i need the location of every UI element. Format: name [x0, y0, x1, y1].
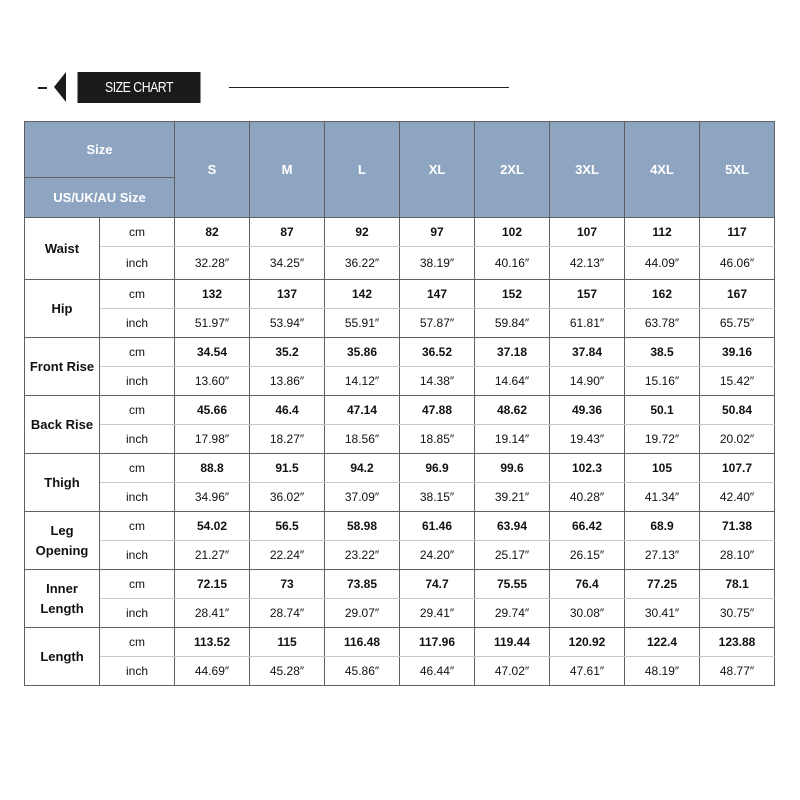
value-cm: 75.55	[475, 570, 550, 599]
value-cm: 97	[400, 218, 475, 247]
measure-row-inch	[25, 541, 775, 570]
unit-inch: inch	[100, 599, 175, 628]
size-chart-title: SIZE CHART	[78, 72, 201, 103]
measure-row-inch	[25, 367, 775, 396]
measure-row-cm	[25, 218, 775, 247]
value-cm: 107.7	[700, 454, 775, 483]
unit-cm: cm	[100, 454, 175, 483]
value-cm: 102.3	[550, 454, 625, 483]
value-inch: 18.56″	[325, 425, 400, 454]
value-cm: 47.88	[400, 396, 475, 425]
value-inch: 28.41″	[175, 599, 250, 628]
size-header: 2XL	[475, 122, 550, 218]
unit-inch: inch	[100, 483, 175, 512]
measure-row-inch	[25, 483, 775, 512]
header-left-dash	[38, 87, 47, 89]
value-inch: 29.41″	[400, 599, 475, 628]
size-label: Size	[25, 122, 175, 178]
unit-inch: inch	[100, 541, 175, 570]
value-cm: 157	[550, 280, 625, 309]
size-header: XL	[400, 122, 475, 218]
value-cm: 82	[175, 218, 250, 247]
value-cm: 112	[625, 218, 700, 247]
value-inch: 13.86″	[250, 367, 325, 396]
unit-cm: cm	[100, 280, 175, 309]
unit-cm: cm	[100, 628, 175, 657]
value-cm: 61.46	[400, 512, 475, 541]
value-cm: 94.2	[325, 454, 400, 483]
value-inch: 15.42″	[700, 367, 775, 396]
value-inch: 45.28″	[250, 657, 325, 686]
unit-inch: inch	[100, 657, 175, 686]
value-cm: 99.6	[475, 454, 550, 483]
value-cm: 162	[625, 280, 700, 309]
unit-inch: inch	[100, 367, 175, 396]
value-cm: 50.84	[700, 396, 775, 425]
value-inch: 44.69″	[175, 657, 250, 686]
measure-label: Thigh	[25, 454, 100, 512]
value-inch: 57.87″	[400, 309, 475, 338]
unit-cm: cm	[100, 512, 175, 541]
value-cm: 123.88	[700, 628, 775, 657]
value-inch: 14.38″	[400, 367, 475, 396]
value-cm: 37.84	[550, 338, 625, 367]
value-inch: 61.81″	[550, 309, 625, 338]
measure-row-cm	[25, 512, 775, 541]
value-inch: 38.15″	[400, 483, 475, 512]
value-cm: 152	[475, 280, 550, 309]
value-inch: 36.22″	[325, 247, 400, 280]
value-inch: 48.77″	[700, 657, 775, 686]
value-inch: 47.02″	[475, 657, 550, 686]
value-cm: 115	[250, 628, 325, 657]
value-cm: 107	[550, 218, 625, 247]
value-inch: 34.96″	[175, 483, 250, 512]
value-inch: 27.13″	[625, 541, 700, 570]
value-cm: 92	[325, 218, 400, 247]
value-cm: 73.85	[325, 570, 400, 599]
value-inch: 41.34″	[625, 483, 700, 512]
value-cm: 71.38	[700, 512, 775, 541]
measure-row-inch	[25, 657, 775, 686]
value-inch: 53.94″	[250, 309, 325, 338]
value-inch: 38.19″	[400, 247, 475, 280]
measure-label: Front Rise	[25, 338, 100, 396]
value-inch: 63.78″	[625, 309, 700, 338]
value-inch: 13.60″	[175, 367, 250, 396]
value-cm: 47.14	[325, 396, 400, 425]
unit-inch: inch	[100, 309, 175, 338]
size-header: S	[175, 122, 250, 218]
value-cm: 102	[475, 218, 550, 247]
value-cm: 66.42	[550, 512, 625, 541]
value-inch: 14.64″	[475, 367, 550, 396]
value-inch: 32.28″	[175, 247, 250, 280]
value-inch: 23.22″	[325, 541, 400, 570]
value-cm: 76.4	[550, 570, 625, 599]
value-inch: 37.09″	[325, 483, 400, 512]
value-inch: 26.15″	[550, 541, 625, 570]
value-inch: 20.02″	[700, 425, 775, 454]
value-cm: 117.96	[400, 628, 475, 657]
value-cm: 46.4	[250, 396, 325, 425]
value-inch: 18.85″	[400, 425, 475, 454]
value-cm: 77.25	[625, 570, 700, 599]
value-inch: 51.97″	[175, 309, 250, 338]
unit-cm: cm	[100, 338, 175, 367]
value-cm: 142	[325, 280, 400, 309]
value-cm: 63.94	[475, 512, 550, 541]
value-cm: 122.4	[625, 628, 700, 657]
value-cm: 87	[250, 218, 325, 247]
banner-arrow-tip	[54, 72, 66, 102]
measure-label: Back Rise	[25, 396, 100, 454]
value-inch: 45.86″	[325, 657, 400, 686]
measure-row-cm	[25, 454, 775, 483]
value-cm: 49.36	[550, 396, 625, 425]
value-cm: 120.92	[550, 628, 625, 657]
value-cm: 58.98	[325, 512, 400, 541]
value-inch: 28.74″	[250, 599, 325, 628]
value-inch: 48.19″	[625, 657, 700, 686]
value-inch: 21.27″	[175, 541, 250, 570]
value-inch: 17.98″	[175, 425, 250, 454]
value-cm: 50.1	[625, 396, 700, 425]
measure-label: Hip	[25, 280, 100, 338]
header-rule	[229, 87, 509, 88]
value-cm: 113.52	[175, 628, 250, 657]
value-cm: 88.8	[175, 454, 250, 483]
value-cm: 132	[175, 280, 250, 309]
measure-row-inch	[25, 247, 775, 280]
value-cm: 147	[400, 280, 475, 309]
value-inch: 30.75″	[700, 599, 775, 628]
region-size-label: US/UK/AU Size	[25, 178, 175, 218]
value-cm: 116.48	[325, 628, 400, 657]
value-inch: 40.16″	[475, 247, 550, 280]
value-inch: 55.91″	[325, 309, 400, 338]
value-inch: 46.06″	[700, 247, 775, 280]
value-cm: 35.2	[250, 338, 325, 367]
value-cm: 78.1	[700, 570, 775, 599]
value-inch: 19.72″	[625, 425, 700, 454]
value-inch: 47.61″	[550, 657, 625, 686]
value-inch: 65.75″	[700, 309, 775, 338]
value-cm: 35.86	[325, 338, 400, 367]
size-header: 3XL	[550, 122, 625, 218]
measure-label: Inner Length	[25, 570, 100, 628]
value-cm: 36.52	[400, 338, 475, 367]
value-inch: 39.21″	[475, 483, 550, 512]
size-header: 5XL	[700, 122, 775, 218]
value-inch: 22.24″	[250, 541, 325, 570]
value-inch: 19.43″	[550, 425, 625, 454]
value-cm: 34.54	[175, 338, 250, 367]
value-cm: 117	[700, 218, 775, 247]
value-cm: 38.5	[625, 338, 700, 367]
value-inch: 36.02″	[250, 483, 325, 512]
value-cm: 56.5	[250, 512, 325, 541]
value-inch: 15.16″	[625, 367, 700, 396]
value-inch: 42.13″	[550, 247, 625, 280]
value-cm: 74.7	[400, 570, 475, 599]
value-inch: 29.07″	[325, 599, 400, 628]
value-inch: 34.25″	[250, 247, 325, 280]
measure-row-inch	[25, 599, 775, 628]
value-inch: 59.84″	[475, 309, 550, 338]
measure-row-cm	[25, 280, 775, 309]
unit-inch: inch	[100, 425, 175, 454]
value-cm: 105	[625, 454, 700, 483]
value-cm: 68.9	[625, 512, 700, 541]
measure-row-cm	[25, 570, 775, 599]
size-header: 4XL	[625, 122, 700, 218]
value-cm: 37.18	[475, 338, 550, 367]
measure-row-cm	[25, 628, 775, 657]
value-inch: 30.41″	[625, 599, 700, 628]
unit-inch: inch	[100, 247, 175, 280]
value-cm: 137	[250, 280, 325, 309]
value-inch: 28.10″	[700, 541, 775, 570]
value-inch: 14.12″	[325, 367, 400, 396]
value-cm: 96.9	[400, 454, 475, 483]
size-header: M	[250, 122, 325, 218]
size-header: L	[325, 122, 400, 218]
value-inch: 19.14″	[475, 425, 550, 454]
measure-label: Leg Opening	[25, 512, 100, 570]
value-cm: 45.66	[175, 396, 250, 425]
measure-label: Length	[25, 628, 100, 686]
value-inch: 30.08″	[550, 599, 625, 628]
unit-cm: cm	[100, 218, 175, 247]
size-chart-header	[0, 0, 800, 110]
measure-row-cm	[25, 396, 775, 425]
value-cm: 72.15	[175, 570, 250, 599]
value-inch: 42.40″	[700, 483, 775, 512]
value-cm: 54.02	[175, 512, 250, 541]
value-cm: 39.16	[700, 338, 775, 367]
value-inch: 14.90″	[550, 367, 625, 396]
value-inch: 25.17″	[475, 541, 550, 570]
unit-cm: cm	[100, 396, 175, 425]
measure-row-inch	[25, 309, 775, 338]
size-chart-table	[24, 121, 775, 686]
measure-row-inch	[25, 425, 775, 454]
value-cm: 48.62	[475, 396, 550, 425]
measure-label: Waist	[25, 218, 100, 280]
value-cm: 119.44	[475, 628, 550, 657]
value-cm: 91.5	[250, 454, 325, 483]
value-inch: 29.74″	[475, 599, 550, 628]
value-cm: 73	[250, 570, 325, 599]
value-inch: 24.20″	[400, 541, 475, 570]
value-cm: 167	[700, 280, 775, 309]
unit-cm: cm	[100, 570, 175, 599]
value-inch: 18.27″	[250, 425, 325, 454]
value-inch: 40.28″	[550, 483, 625, 512]
value-inch: 46.44″	[400, 657, 475, 686]
measure-row-cm	[25, 338, 775, 367]
value-inch: 44.09″	[625, 247, 700, 280]
